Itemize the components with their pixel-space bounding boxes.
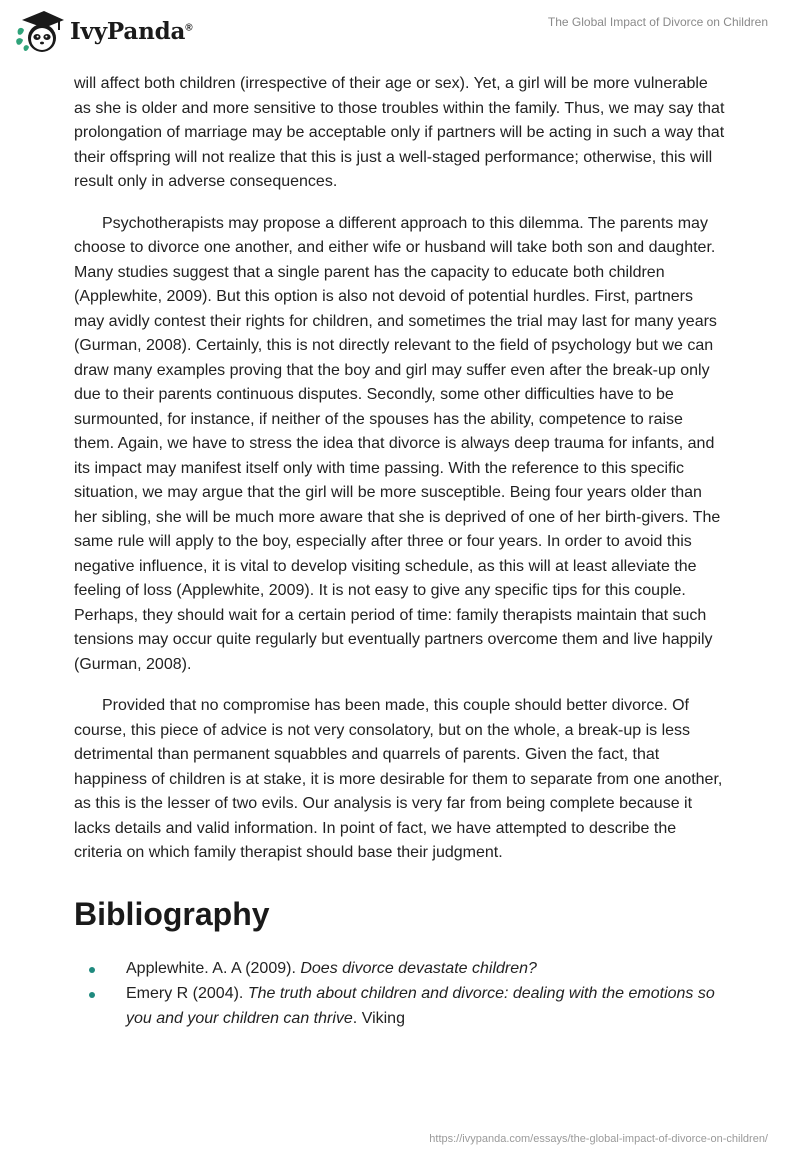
page-header [0,0,800,60]
paragraph-1: will affect both children (irrespective of their age or sex). Yet, a girl will be more vulnerable as she is older and more sensitive to those troubles within the family. Thus, we may say that prolongation of marriage may be acceptable only if partners will be acting in such a way that their offspring will not realize that this is just a well-staged performance; otherwise, this will result only in adverse consequences. [74,75,725,190]
panda-logo-icon [14,8,66,54]
ivypanda-logo[interactable] [14,8,192,54]
citation-title: The truth about children and divorce: dealing with the emotions so you and your children can thrive [126,985,715,1027]
essay-content [74,72,726,1032]
footer-url[interactable]: https://ivypanda.com/essays/the-global-impact-of-divorce-on-children/ [429,1133,768,1145]
paragraph-2: Psychotherapists may propose a different approach to this dilemma. The parents may choose to divorce one another, and either wife or husband will take both son and daughter. Many studies suggest that a single parent has the capacity to educate both children (Applewhite, 2009). But this option is also not devoid of potential hurdles. First, partners may avidly contest their rights for children, and sometimes the trial may last for many years (Gurman, 2008). Certainly, this is not directly relevant to the field of psychology but we can draw many examples proving that the boy and girl may suffer even after the break-up only due to their parents continuous disputes. Secondly, some other difficulties have to be surmounted, for instance, if neither of the spouses has the ability, competence to raise them. Again, we have to stress the idea that divorce is always deep trauma for infants, and its impact may manifest itself only with time passing. With the reference to this specific situation, we may argue that the girl will be more susceptible. Being four years older than her sibling, she will be much more aware that she is deprived of one of her birth-givers. The same rule will apply to the boy, especially after three or four years. In order to avoid this negative influence, it is vital to develop visiting schedule, as this will at least alleviate the feeling of loss (Applewhite, 2009). It is not easy to give any specific tips for this couple. Perhaps, they should wait for a certain period of time: family therapists maintain that such tensions may occur quite regularly but eventually partners overcome them and live happily (Gurman, 2008). [74,214,721,673]
bibliography-heading: Bibliography [74,895,270,932]
bullet-icon [89,992,95,998]
bibliography-item [74,982,726,1031]
registered-mark: ® [185,21,193,33]
logo-text: IvyPanda® [70,17,193,45]
citation-author: Emery R (2004). [126,985,248,1002]
paragraph-3: Provided that no compromise has been made, this couple should better divorce. Of course, this piece of advice is not very consolatory, but on the whole, a break-up is less detrimental than permanent squabbles and quarrels of parents. Given the fact, that happiness of children is at stake, it is more desirable for them to separate from one another, as this is the lesser of two evils. Our analysis is very far from being complete because it lacks details and valid information. In point of fact, we have attempted to describe the criteria on which family therapist should base their judgment. [74,697,723,861]
bibliography-item [74,957,726,982]
document-title: The Global Impact of Divorce on Children [547,15,768,29]
citation-author: Applewhite. A. A (2009). [126,959,301,977]
bibliography-list [74,957,726,1032]
citation-title: Does divorce devastate children? [300,959,537,977]
citation-publisher: . Viking [352,1009,405,1027]
bullet-icon [89,967,95,973]
